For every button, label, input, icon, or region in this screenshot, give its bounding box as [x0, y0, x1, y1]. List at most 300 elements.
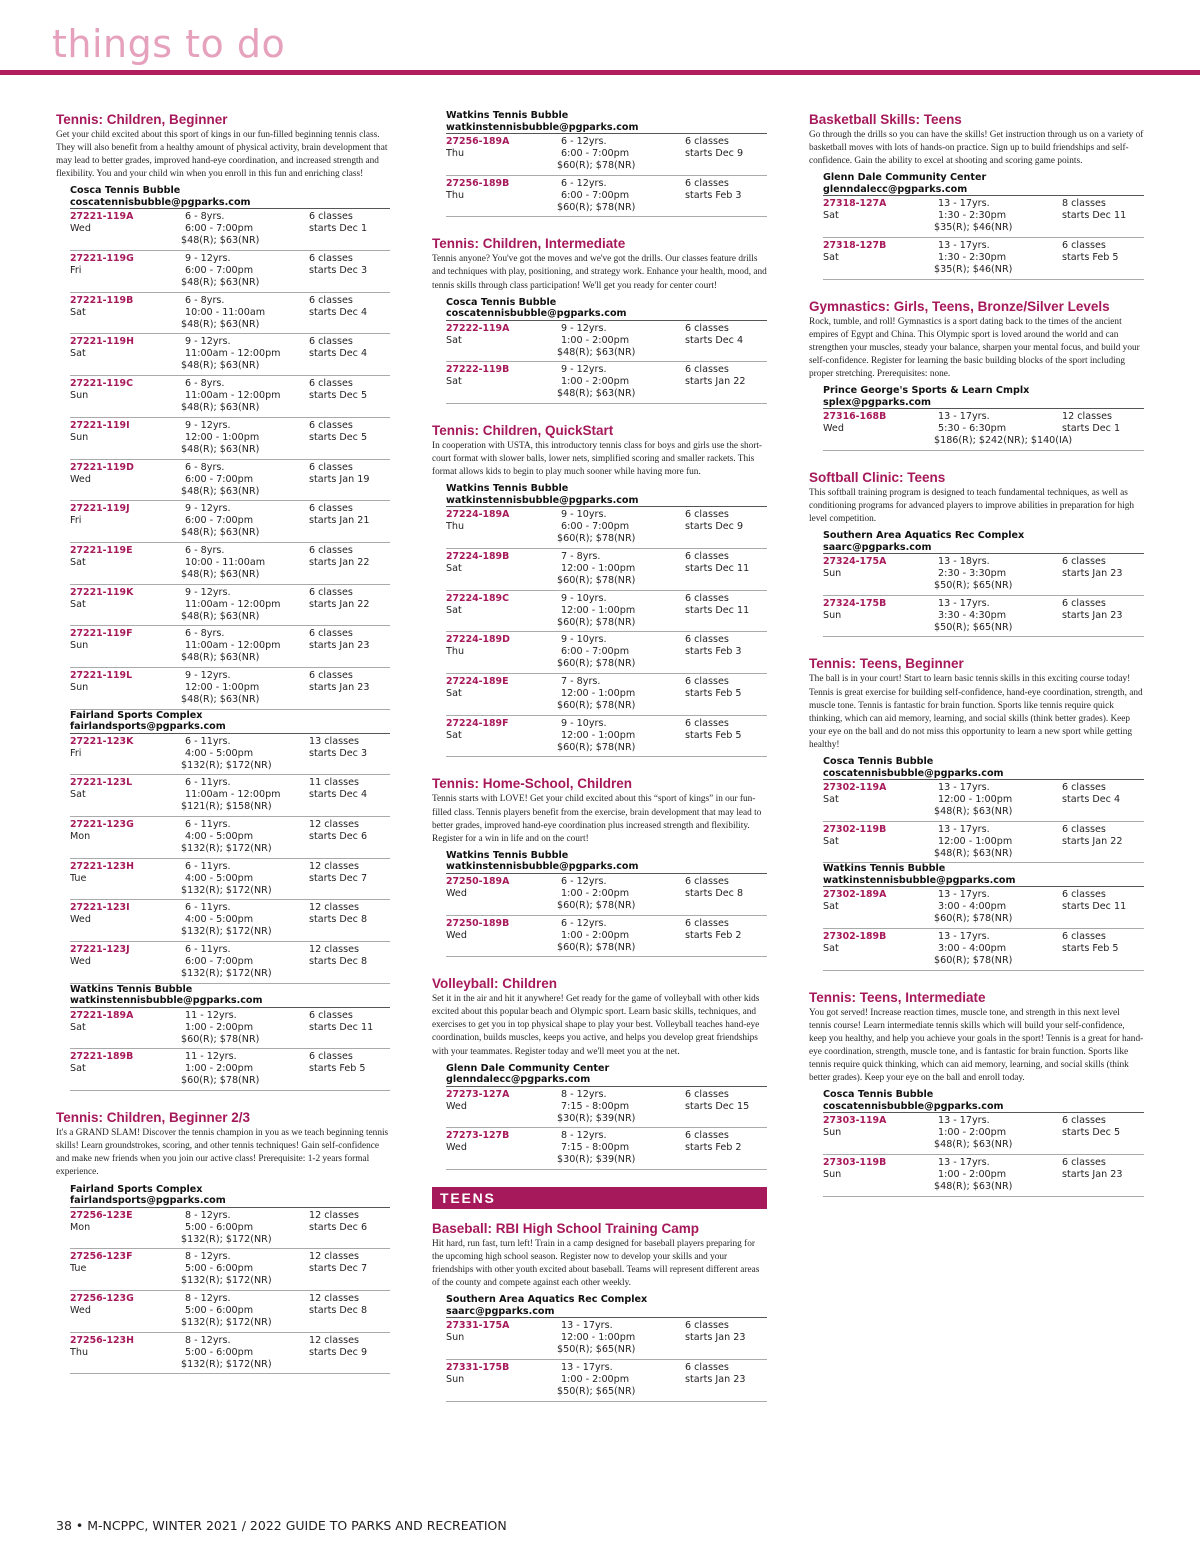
- course-day: Sat: [70, 1021, 86, 1033]
- course-age: 8 - 12yrs.: [185, 1209, 231, 1221]
- course-day: Sat: [823, 901, 839, 913]
- course-day: Wed: [446, 887, 467, 899]
- location-header: [70, 185, 390, 209]
- course-row: [446, 321, 767, 363]
- course-fee: $48(R); $63(NR): [181, 485, 260, 497]
- course-age: 9 - 10yrs.: [561, 592, 607, 604]
- course-time: 3:00 - 4:00pm: [938, 943, 1007, 955]
- course-day: Mon: [70, 1221, 91, 1233]
- course-code: 27250-189A: [446, 875, 510, 887]
- column-3: [809, 110, 1144, 1214]
- course-day: Thu: [446, 148, 465, 159]
- course-time: 4:00 - 5:00pm: [185, 914, 254, 926]
- course-start: starts Jan 22: [309, 598, 370, 610]
- location-name: Southern Area Aquatics Rec Complex: [823, 530, 1025, 542]
- course-start: starts Dec 4: [685, 334, 744, 346]
- location-name: Cosca Tennis Bubble: [70, 185, 181, 197]
- course-start: starts Feb 5: [309, 1063, 366, 1075]
- course-age: 13 - 17yrs.: [938, 198, 990, 210]
- header-rule: [0, 70, 1200, 75]
- course-row: [70, 1049, 390, 1091]
- course-row: [446, 591, 767, 633]
- location-header: [70, 984, 390, 1008]
- course-start: starts Dec 5: [309, 390, 368, 402]
- course-classes: 12 classes: [309, 819, 359, 830]
- course-day: Wed: [70, 914, 91, 926]
- course-age: 11 - 12yrs.: [185, 1009, 237, 1021]
- column-2: [432, 110, 767, 1419]
- program-title: Tennis: Children, Beginner 2/3: [56, 1110, 251, 1126]
- course-row: [823, 1113, 1144, 1155]
- course-start: starts Dec 5: [309, 431, 368, 443]
- location-email[interactable]: coscatennisbubble@pgparks.com: [823, 767, 1004, 779]
- course-start: starts Dec 11: [309, 1021, 374, 1033]
- course-classes: 6 classes: [309, 211, 353, 223]
- course-code: 27221-189A: [70, 1009, 134, 1021]
- course-time: 11:00am - 12:00pm: [185, 390, 281, 402]
- course-age: 9 - 12yrs.: [185, 586, 231, 598]
- course-code: 27221-119C: [70, 378, 133, 390]
- course-start: starts Dec 4: [309, 306, 368, 318]
- location-email[interactable]: glenndalecc@pgparks.com: [446, 1074, 591, 1086]
- course-fee: $60(R); $78(NR): [557, 941, 636, 953]
- page-header-title: things to do: [52, 22, 286, 66]
- course-fee: $48(R); $63(NR): [181, 652, 260, 664]
- location-email[interactable]: fairlandsports@pgparks.com: [70, 721, 226, 733]
- course-time: 6:00 - 7:00pm: [185, 265, 254, 277]
- location-header: [70, 710, 390, 734]
- course-start: starts Dec 6: [309, 831, 368, 842]
- course-time: 5:00 - 6:00pm: [185, 1263, 254, 1275]
- course-row: [446, 549, 767, 591]
- course-code: 27221-123H: [70, 860, 134, 872]
- course-classes: 6 classes: [1062, 1157, 1106, 1169]
- course-age: 6 - 11yrs.: [185, 819, 231, 830]
- course-start: starts Jan 23: [309, 681, 370, 693]
- course-classes: 6 classes: [685, 917, 729, 929]
- course-time: 6:00 - 7:00pm: [185, 473, 254, 485]
- location-name: Watkins Tennis Bubble: [446, 483, 569, 495]
- course-day: Sun: [70, 640, 89, 652]
- course-fee: $60(R); $78(NR): [557, 616, 636, 628]
- course-age: 13 - 17yrs.: [938, 411, 990, 423]
- location-email[interactable]: saarc@pgparks.com: [823, 541, 932, 553]
- course-fee: $60(R); $78(NR): [557, 700, 636, 712]
- course-age: 9 - 12yrs.: [185, 336, 231, 348]
- course-start: starts Feb 2: [685, 929, 742, 941]
- course-classes: 6 classes: [309, 628, 353, 640]
- course-start: starts Jan 19: [309, 473, 370, 485]
- course-start: starts Dec 9: [685, 148, 744, 159]
- course-fee: $60(R); $78(NR): [557, 575, 636, 586]
- course-start: starts Feb 3: [685, 189, 742, 201]
- location-header: [446, 297, 767, 321]
- course-time: 5:00 - 6:00pm: [185, 1304, 254, 1316]
- program-title: Tennis: Children, Intermediate: [432, 236, 626, 252]
- course-day: Sat: [70, 789, 86, 801]
- program-section: [809, 654, 1144, 970]
- course-fee: $48(R); $63(NR): [181, 443, 260, 455]
- location-email[interactable]: coscatennisbubble@pgparks.com: [70, 196, 251, 208]
- course-day: Tue: [70, 1263, 87, 1275]
- course-code: 27222-119A: [446, 322, 510, 334]
- course-code: 27224-189D: [446, 634, 510, 646]
- location-header: [446, 1063, 767, 1087]
- course-age: 13 - 17yrs.: [938, 1115, 990, 1127]
- program-section: [809, 297, 1144, 451]
- course-age: 6 - 12yrs.: [561, 136, 607, 147]
- course-code: 27224-189B: [446, 551, 510, 562]
- program-title: Tennis: Children, Beginner: [56, 112, 228, 127]
- course-fee: $60(R); $78(NR): [557, 533, 636, 545]
- course-row: [70, 734, 390, 776]
- course-row: [446, 1087, 767, 1129]
- course-code: 27324-175B: [823, 597, 887, 609]
- course-age: 6 - 8yrs.: [185, 628, 225, 640]
- course-classes: 6 classes: [685, 875, 729, 887]
- course-code: 27224-189E: [446, 676, 509, 688]
- course-day: Sun: [70, 390, 89, 402]
- program-section: [432, 234, 767, 404]
- course-row: [70, 817, 390, 859]
- course-time: 7:15 - 8:00pm: [561, 1142, 630, 1154]
- course-time: 3:30 - 4:30pm: [938, 609, 1007, 621]
- course-classes: 6 classes: [1062, 823, 1106, 835]
- course-day: Wed: [446, 929, 467, 941]
- course-code: 27302-189A: [823, 889, 887, 901]
- location-email[interactable]: watkinstennisbubble@pgparks.com: [70, 995, 263, 1007]
- course-classes: 12 classes: [309, 944, 359, 956]
- course-fee: $48(R); $63(NR): [181, 277, 260, 289]
- course-fee: $60(R); $78(NR): [557, 201, 636, 213]
- course-age: 8 - 12yrs.: [561, 1088, 607, 1100]
- course-time: 1:00 - 2:00pm: [938, 1127, 1007, 1139]
- course-start: starts Dec 9: [309, 1346, 368, 1358]
- course-day: Wed: [823, 423, 844, 435]
- page-footer: 38 • M-NCPPC, WINTER 2021 / 2022 GUIDE TO PARKS AND RECREATION: [56, 1518, 507, 1533]
- course-start: starts Dec 4: [309, 789, 368, 801]
- course-row: [823, 780, 1144, 822]
- course-fee: $60(R); $78(NR): [557, 160, 636, 171]
- course-fee: $48(R); $63(NR): [934, 847, 1013, 859]
- course-time: 6:00 - 7:00pm: [561, 189, 630, 201]
- program-description: Hit hard, run fast, turn left! Train in a camp designed for baseball players preparing for the upcoming high school season. Register now to develop your skills and your friendships with other youth excited about baseball. Teams will represent different areas of the county and compete against each other weekly.: [432, 1239, 760, 1289]
- course-age: 8 - 12yrs.: [185, 1292, 231, 1304]
- course-time: 11:00am - 12:00pm: [185, 789, 281, 801]
- course-age: 6 - 12yrs.: [561, 875, 607, 887]
- course-time: 1:00 - 2:00pm: [561, 929, 630, 941]
- course-fee: $48(R); $63(NR): [181, 693, 260, 705]
- course-row: [823, 238, 1144, 280]
- course-time: 4:00 - 5:00pm: [185, 831, 254, 842]
- course-classes: 6 classes: [1062, 889, 1106, 901]
- course-row: [823, 409, 1144, 451]
- course-start: starts Dec 4: [309, 348, 368, 360]
- course-classes: 6 classes: [1062, 782, 1106, 794]
- course-fee: $48(R); $63(NR): [934, 806, 1013, 818]
- location-header: [446, 850, 767, 874]
- course-row: [446, 916, 767, 958]
- course-code: 27302-119A: [823, 782, 887, 794]
- location-email[interactable]: watkinstennisbubble@pgparks.com: [446, 121, 639, 133]
- course-age: 6 - 11yrs.: [185, 944, 231, 956]
- location-email[interactable]: fairlandsports@pgparks.com: [70, 1195, 226, 1206]
- location-header: [70, 1184, 390, 1208]
- course-fee: $132(R); $172(NR): [181, 1275, 272, 1287]
- location-email[interactable]: watkinstennisbubble@pgparks.com: [823, 874, 1016, 886]
- course-day: Sun: [70, 681, 89, 693]
- course-day: Sun: [446, 1332, 465, 1344]
- course-code: 27224-189F: [446, 717, 509, 729]
- course-code: 27318-127A: [823, 198, 887, 210]
- course-code: 27221-119L: [70, 669, 133, 681]
- course-start: starts Jan 22: [1062, 835, 1123, 847]
- location-email[interactable]: watkinstennisbubble@pgparks.com: [446, 861, 639, 873]
- course-classes: 6 classes: [685, 364, 729, 376]
- course-classes: 12 classes: [309, 1251, 359, 1263]
- course-classes: 6 classes: [309, 1009, 353, 1021]
- course-fee: $48(R); $63(NR): [934, 1181, 1013, 1193]
- course-fee: $48(R); $63(NR): [934, 1139, 1013, 1151]
- course-age: 9 - 10yrs.: [561, 634, 607, 646]
- course-classes: 12 classes: [1062, 411, 1112, 423]
- location-name: Watkins Tennis Bubble: [446, 110, 569, 121]
- course-age: 8 - 12yrs.: [185, 1251, 231, 1263]
- course-age: 13 - 17yrs.: [561, 1362, 613, 1374]
- course-start: starts Feb 5: [1062, 943, 1119, 955]
- course-code: 27221-123L: [70, 777, 133, 789]
- course-classes: 6 classes: [685, 634, 729, 646]
- course-start: starts Dec 5: [1062, 1127, 1121, 1139]
- location-email[interactable]: splex@pgparks.com: [823, 396, 931, 408]
- course-time: 12:00 - 1:00pm: [938, 835, 1013, 847]
- course-age: 9 - 12yrs.: [185, 503, 231, 515]
- course-fee: $35(R); $46(NR): [934, 263, 1013, 275]
- course-age: 6 - 8yrs.: [185, 378, 225, 390]
- course-fee: $132(R); $172(NR): [181, 884, 272, 896]
- course-day: Sun: [823, 609, 842, 621]
- program-section: [432, 774, 767, 957]
- course-time: 1:00 - 2:00pm: [185, 1063, 254, 1075]
- course-fee: $60(R); $78(NR): [557, 741, 636, 753]
- location-name: Southern Area Aquatics Rec Complex: [446, 1294, 648, 1306]
- course-fee: $132(R); $172(NR): [181, 1233, 272, 1245]
- course-row: [70, 668, 390, 710]
- course-age: 13 - 17yrs.: [938, 1157, 990, 1169]
- course-time: 12:00 - 1:00pm: [561, 1332, 636, 1344]
- course-day: Wed: [70, 223, 91, 235]
- course-fee: $60(R); $78(NR): [181, 1075, 260, 1087]
- course-start: starts Feb 2: [685, 1142, 742, 1154]
- program-section: [809, 468, 1144, 638]
- course-fee: $132(R); $172(NR): [181, 843, 272, 854]
- course-classes: 11 classes: [309, 777, 359, 789]
- course-classes: 12 classes: [309, 1334, 359, 1346]
- course-time: 11:00am - 12:00pm: [185, 598, 281, 610]
- course-row: [823, 887, 1144, 929]
- location-email[interactable]: coscatennisbubble@pgparks.com: [823, 1100, 1004, 1112]
- course-start: starts Dec 11: [1062, 210, 1127, 222]
- course-age: 6 - 11yrs.: [185, 735, 231, 747]
- course-start: starts Dec 11: [685, 563, 750, 574]
- course-age: 8 - 12yrs.: [185, 1334, 231, 1346]
- course-row: [446, 176, 767, 218]
- program-description: You got served! Increase reaction times, muscle tone, and strength in this next level tennis course! Learn intermediate tennis skills which will build your self-confidence, keep you healthy, and help you achieve your goals in the sport! Tennis is a great for hand-eye coordination, strength, muscle tone, and is fantastic for brain function. Sports like tennis require quick thinking, which can aid memory, learning, and social skills (think better grades). Keep your eye on the ball and enroll today.: [809, 1007, 1144, 1084]
- course-row: [70, 543, 390, 585]
- course-fee: $50(R); $65(NR): [557, 1386, 636, 1398]
- course-fee: $50(R); $65(NR): [934, 621, 1013, 633]
- course-time: 4:00 - 5:00pm: [185, 747, 254, 759]
- course-start: starts Dec 3: [309, 747, 368, 759]
- location-name: Glenn Dale Community Center: [823, 172, 987, 184]
- program-section: [56, 110, 390, 1091]
- course-day: Mon: [70, 831, 91, 842]
- course-row: [70, 1008, 390, 1050]
- course-time: 6:00 - 7:00pm: [185, 956, 254, 968]
- course-classes: 12 classes: [309, 1209, 359, 1221]
- location-email[interactable]: glenndalecc@pgparks.com: [823, 183, 968, 195]
- course-age: 13 - 17yrs.: [938, 889, 990, 901]
- course-fee: $121(R); $158(NR): [181, 801, 272, 813]
- course-row: [70, 334, 390, 376]
- course-start: starts Feb 5: [1062, 251, 1119, 263]
- course-classes: 6 classes: [309, 336, 353, 348]
- course-fee: $60(R); $78(NR): [557, 658, 636, 670]
- course-classes: 6 classes: [309, 1051, 353, 1063]
- program-section: [809, 110, 1144, 280]
- course-classes: 6 classes: [1062, 931, 1106, 943]
- course-age: 6 - 12yrs.: [561, 917, 607, 929]
- course-day: Tue: [70, 872, 87, 884]
- course-classes: 6 classes: [309, 669, 353, 681]
- location-name: Watkins Tennis Bubble: [823, 863, 946, 875]
- course-classes: 6 classes: [685, 1362, 729, 1374]
- program-title: Softball Clinic: Teens: [809, 469, 946, 485]
- course-start: starts Feb 5: [685, 729, 742, 741]
- location-header: [823, 385, 1144, 409]
- program-description: The ball is in your court! Start to learn basic tennis skills in this exciting course today! Tennis is great exercise for building self-confidence, hand-eye coordination, strength, and muscle tone. Tennis is fantastic for brain function. Sports like tennis require quick thinking, which can aid memory, learning, and social skills (think better grades). Keep your eye on the ball and do not miss this opportunity to learn a new sport while getting healthy!: [809, 674, 1143, 750]
- course-time: 1:00 - 2:00pm: [561, 376, 630, 388]
- course-day: Wed: [446, 1142, 467, 1154]
- course-age: 9 - 12yrs.: [561, 322, 607, 334]
- course-time: 12:00 - 1:00pm: [938, 794, 1013, 806]
- course-code: 27221-189B: [70, 1051, 134, 1063]
- course-day: Sat: [70, 348, 86, 360]
- course-age: 9 - 12yrs.: [185, 669, 231, 681]
- location-header: [823, 1089, 1144, 1113]
- course-code: 27256-123F: [70, 1251, 133, 1263]
- course-day: Sat: [823, 210, 839, 222]
- course-start: starts Dec 8: [309, 1304, 368, 1316]
- course-day: Fri: [70, 515, 82, 527]
- course-time: 10:00 - 11:00am: [185, 556, 266, 568]
- course-day: Sat: [70, 306, 86, 318]
- location-email[interactable]: saarc@pgparks.com: [446, 1305, 555, 1317]
- course-fee: $48(R); $63(NR): [181, 527, 260, 539]
- course-day: Wed: [70, 473, 91, 485]
- course-fee: $60(R); $78(NR): [181, 1033, 260, 1045]
- course-row: [446, 362, 767, 404]
- program-title: Tennis: Teens, Intermediate: [809, 989, 986, 1005]
- course-code: 27256-123G: [70, 1292, 134, 1304]
- course-day: Sat: [446, 376, 462, 388]
- course-fee: $48(R); $63(NR): [181, 235, 260, 247]
- course-fee: $30(R); $39(NR): [557, 1154, 636, 1166]
- course-code: 27224-189C: [446, 592, 509, 604]
- course-row: [823, 554, 1144, 596]
- course-classes: 6 classes: [309, 419, 353, 431]
- course-day: Sun: [70, 431, 89, 443]
- course-code: 27273-127B: [446, 1130, 510, 1142]
- course-classes: 6 classes: [309, 294, 353, 306]
- course-code: 27221-123G: [70, 819, 134, 830]
- course-start: starts Dec 1: [1062, 423, 1121, 435]
- course-classes: 6 classes: [1062, 556, 1106, 568]
- course-fee: $50(R); $65(NR): [934, 580, 1013, 592]
- course-row: [70, 585, 390, 627]
- course-day: Wed: [446, 1100, 467, 1112]
- course-time: 1:00 - 2:00pm: [561, 887, 630, 899]
- course-code: 27221-119B: [70, 294, 134, 306]
- column-1: [56, 110, 390, 1391]
- course-time: 5:00 - 6:00pm: [185, 1346, 254, 1358]
- program-description: Tennis starts with LOVE! Get your child excited about this “sport of kings” in our fun-filled class. Tennis players benefit from the exercise, brain development that may lead to better grades, improved hand-eye coordination plus increased strength and flexibility. Register for a win in life and on the court!: [432, 794, 762, 844]
- course-fee: $48(R); $63(NR): [557, 346, 636, 358]
- course-code: 27221-119H: [70, 336, 134, 348]
- course-row: [70, 460, 390, 502]
- course-row: [823, 196, 1144, 238]
- course-start: starts Dec 1: [309, 223, 368, 235]
- course-age: 9 - 12yrs.: [185, 419, 231, 431]
- course-time: 1:00 - 2:00pm: [185, 1021, 254, 1033]
- course-classes: 6 classes: [309, 461, 353, 473]
- course-code: 27224-189A: [446, 509, 510, 521]
- course-row: [446, 1360, 767, 1402]
- course-start: starts Dec 15: [685, 1100, 750, 1112]
- location-header: [446, 1294, 767, 1318]
- course-code: 27316-168B: [823, 411, 887, 423]
- course-row: [446, 1318, 767, 1360]
- location-header: [823, 756, 1144, 780]
- course-day: Sat: [446, 604, 462, 616]
- location-email[interactable]: coscatennisbubble@pgparks.com: [446, 308, 627, 320]
- course-day: Thu: [446, 189, 465, 201]
- course-fee: $48(R); $63(NR): [181, 568, 260, 580]
- course-age: 6 - 11yrs.: [185, 860, 231, 872]
- course-code: 27256-189A: [446, 136, 510, 147]
- course-day: Thu: [70, 1346, 89, 1358]
- course-age: 7 - 8yrs.: [561, 676, 601, 688]
- course-row: [70, 1333, 390, 1375]
- course-row: [446, 874, 767, 916]
- course-classes: 6 classes: [309, 503, 353, 515]
- location-name: Watkins Tennis Bubble: [70, 983, 193, 995]
- course-age: 6 - 8yrs.: [185, 211, 225, 223]
- location-name: Prince George's Sports & Learn Cmplx: [823, 385, 1030, 397]
- course-day: Sun: [823, 1127, 842, 1139]
- program-description: Set it in the air and hit it anywhere! Get ready for the game of volleyball with other kids excited about this popular beach and Olympic sport. Learn basic skills, techniques, and exercises to get you in top physical shape to play your best. Volleyball teaches hand-eye coordination, builds muscles, keeps you active, and helps you develop great friendships with your teammates. Register today and we'll meet you at the net.: [432, 994, 760, 1057]
- course-time: 12:00 - 1:00pm: [185, 681, 260, 693]
- course-classes: 12 classes: [309, 902, 359, 914]
- course-age: 6 - 11yrs.: [185, 902, 231, 914]
- course-start: starts Dec 7: [309, 1263, 368, 1275]
- course-fee: $35(R); $46(NR): [934, 222, 1013, 234]
- course-age: 9 - 12yrs.: [185, 253, 231, 265]
- course-row: [823, 596, 1144, 638]
- course-fee: $132(R); $172(NR): [181, 968, 272, 980]
- course-start: starts Dec 4: [1062, 794, 1121, 806]
- location-email[interactable]: watkinstennisbubble@pgparks.com: [446, 494, 639, 506]
